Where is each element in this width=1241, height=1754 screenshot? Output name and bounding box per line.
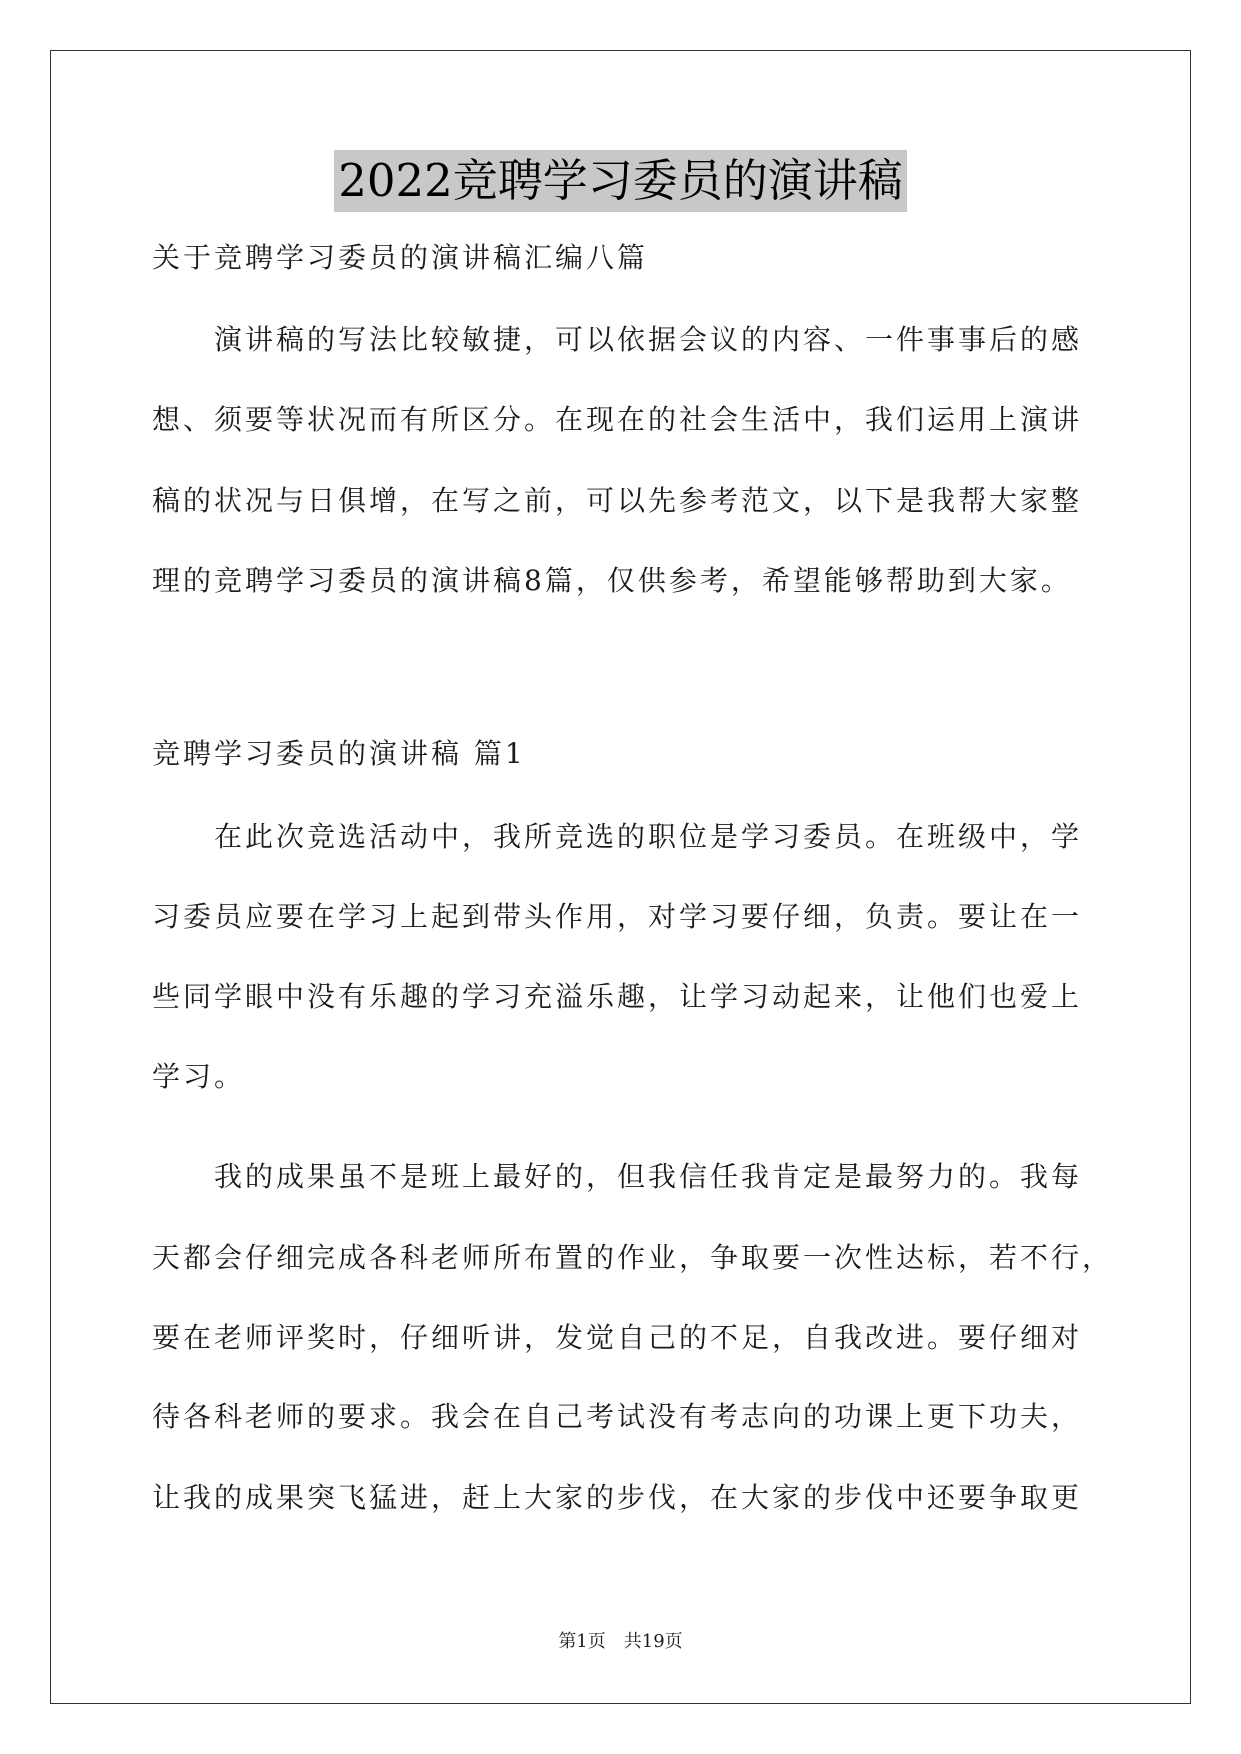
paragraph-line: 稿的状况与日俱增，在写之前，可以先参考范文，以下是我帮大家整 bbox=[152, 484, 1083, 517]
paragraph-line: 天都会仔细完成各科老师所布置的作业，争取要一次性达标，若不行， bbox=[152, 1241, 1114, 1274]
title-container bbox=[0, 150, 1241, 212]
section-heading: 竞聘学习委员的演讲稿 篇1 bbox=[152, 737, 526, 770]
page-border bbox=[50, 50, 1191, 1704]
paragraph-line: 演讲稿的写法比较敏捷，可以依据会议的内容、一件事事后的感 bbox=[152, 323, 1083, 356]
paragraph-line: 些同学眼中没有乐趣的学习充溢乐趣，让学习动起来，让他们也爱上 bbox=[152, 980, 1083, 1013]
page-number: 第1页 共19页 bbox=[558, 1631, 683, 1652]
paragraph-line: 要在老师评奖时，仔细听讲，发觉自己的不足，自我改进。要仔细对 bbox=[152, 1321, 1083, 1354]
document-title: 2022竞聘学习委员的演讲稿 bbox=[334, 150, 907, 212]
paragraph-line: 待各科老师的要求。我会在自己考试没有考志向的功课上更下功夫， bbox=[152, 1400, 1083, 1433]
paragraph-line: 学习。 bbox=[152, 1060, 246, 1093]
paragraph-line: 想、须要等状况而有所区分。在现在的社会生活中，我们运用上演讲 bbox=[152, 403, 1083, 436]
paragraph-line: 我的成果虽不是班上最好的，但我信任我肯定是最努力的。我每 bbox=[152, 1160, 1083, 1193]
paragraph-line: 理的竞聘学习委员的演讲稿8篇，仅供参考，希望能够帮助到大家。 bbox=[152, 564, 1072, 597]
paragraph-line: 习委员应要在学习上起到带头作用，对学习要仔细，负责。要让在一 bbox=[152, 900, 1083, 933]
paragraph-line: 让我的成果突飞猛进，赶上大家的步伐，在大家的步伐中还要争取更 bbox=[152, 1481, 1083, 1514]
subtitle: 关于竞聘学习委员的演讲稿汇编八篇 bbox=[152, 241, 649, 274]
paragraph-line: 在此次竞选活动中，我所竞选的职位是学习委员。在班级中，学 bbox=[152, 820, 1083, 853]
